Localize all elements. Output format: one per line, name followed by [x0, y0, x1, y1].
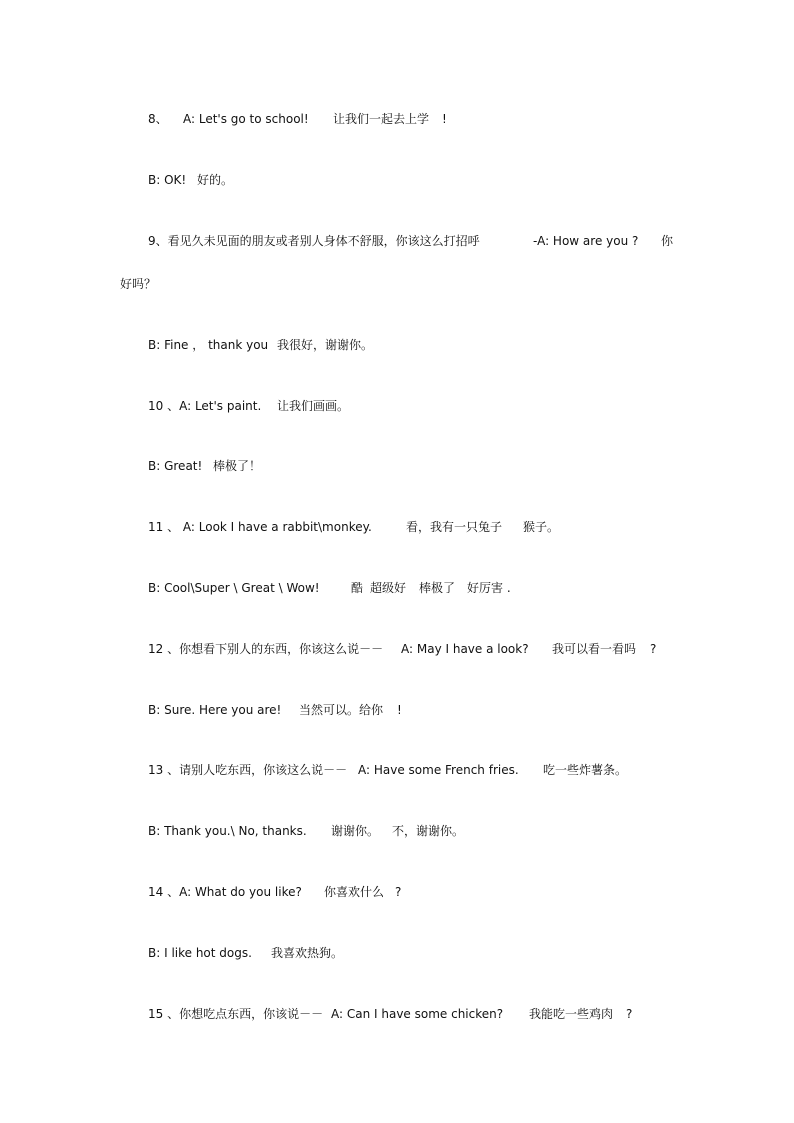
dialogue-line-8a: [0, 109, 794, 129]
text-segment: 看，我有一只兔子: [406, 520, 503, 534]
text-segment: -A: How are you ?: [533, 234, 639, 248]
text-segment: !: [442, 112, 447, 126]
dialogue-line-13b: [0, 821, 794, 841]
dialogue-line-12b: [0, 700, 794, 720]
text-segment: 让我们画画。: [277, 399, 350, 413]
text-segment: 好厉害 .: [467, 581, 511, 595]
text-segment: 10 、A: Let's paint.: [148, 399, 262, 413]
text-segment: !: [397, 703, 402, 717]
text-segment: 让我们一起去上学: [333, 112, 430, 126]
dialogue-line-14a: [0, 882, 794, 902]
text-segment: 好吗？: [120, 277, 157, 291]
dialogue-line-8b: [0, 170, 794, 190]
text-segment: ?: [626, 1007, 633, 1021]
text-segment: A: Have some French fries.: [358, 763, 519, 777]
text-segment: B: OK!: [148, 173, 187, 187]
text-segment: 超级好: [370, 581, 407, 595]
dialogue-line-11b: [0, 578, 794, 598]
text-segment: 当然可以。给你: [299, 703, 384, 717]
dialogue-line-12a: [0, 639, 794, 659]
text-segment: 谢谢你。: [331, 824, 380, 838]
text-segment: 8、: [148, 112, 168, 126]
text-segment: 酷: [351, 581, 364, 595]
text-segment: 14 、A: What do you like?: [148, 885, 302, 899]
text-segment: B: Sure. Here you are!: [148, 703, 282, 717]
text-segment: 13 、请别人吃东西，你该这么说－－: [148, 763, 348, 777]
text-segment: 猴子。: [523, 520, 560, 534]
dialogue-line-9a-continued: [0, 274, 794, 294]
text-segment: 我可以看一看吗: [552, 642, 637, 656]
text-segment: B: I like hot dogs.: [148, 946, 252, 960]
text-segment: A: Can I have some chicken?: [331, 1007, 504, 1021]
text-segment: 棒极了！: [213, 459, 262, 473]
dialogue-line-9b: [0, 335, 794, 355]
dialogue-line-13a: [0, 760, 794, 780]
text-segment: 11 、 A: Look I have a rabbit\monkey.: [148, 520, 372, 534]
dialogue-line-9a: [0, 231, 794, 251]
text-segment: 15 、你想吃点东西，你该说－－: [148, 1007, 324, 1021]
text-segment: 我能吃一些鸡肉: [529, 1007, 614, 1021]
text-segment: ?: [395, 885, 402, 899]
text-segment: B: Great!: [148, 459, 203, 473]
text-segment: 12 、你想看下别人的东西，你该这么说－－: [148, 642, 384, 656]
text-segment: 9、看见久未见面的朋友或者别人身体不舒服，你该这么打招呼: [148, 234, 480, 248]
text-segment: 吃一些炸薯条。: [543, 763, 628, 777]
text-segment: 好的。: [197, 173, 234, 187]
dialogue-line-15a: [0, 1004, 794, 1024]
text-segment: B: Cool\Super \ Great \ Wow!: [148, 581, 320, 595]
text-segment: A: Let's go to school!: [183, 112, 309, 126]
text-segment: A: May I have a look?: [401, 642, 529, 656]
text-segment: 不，谢谢你。: [392, 824, 465, 838]
text-segment: B: Thank you.\ No, thanks.: [148, 824, 307, 838]
dialogue-line-10b: [0, 456, 794, 476]
text-segment: B: Fine ， thank you: [148, 338, 269, 352]
text-segment: ?: [650, 642, 657, 656]
text-segment: 棒极了: [419, 581, 456, 595]
text-segment: 我很好，谢谢你。: [277, 338, 374, 352]
dialogue-line-14b: [0, 943, 794, 963]
dialogue-line-10a: [0, 396, 794, 416]
text-segment: 你喜欢什么: [324, 885, 385, 899]
text-segment: 我喜欢热狗。: [271, 946, 344, 960]
dialogue-line-11a: [0, 517, 794, 537]
text-segment: 你: [661, 234, 674, 248]
